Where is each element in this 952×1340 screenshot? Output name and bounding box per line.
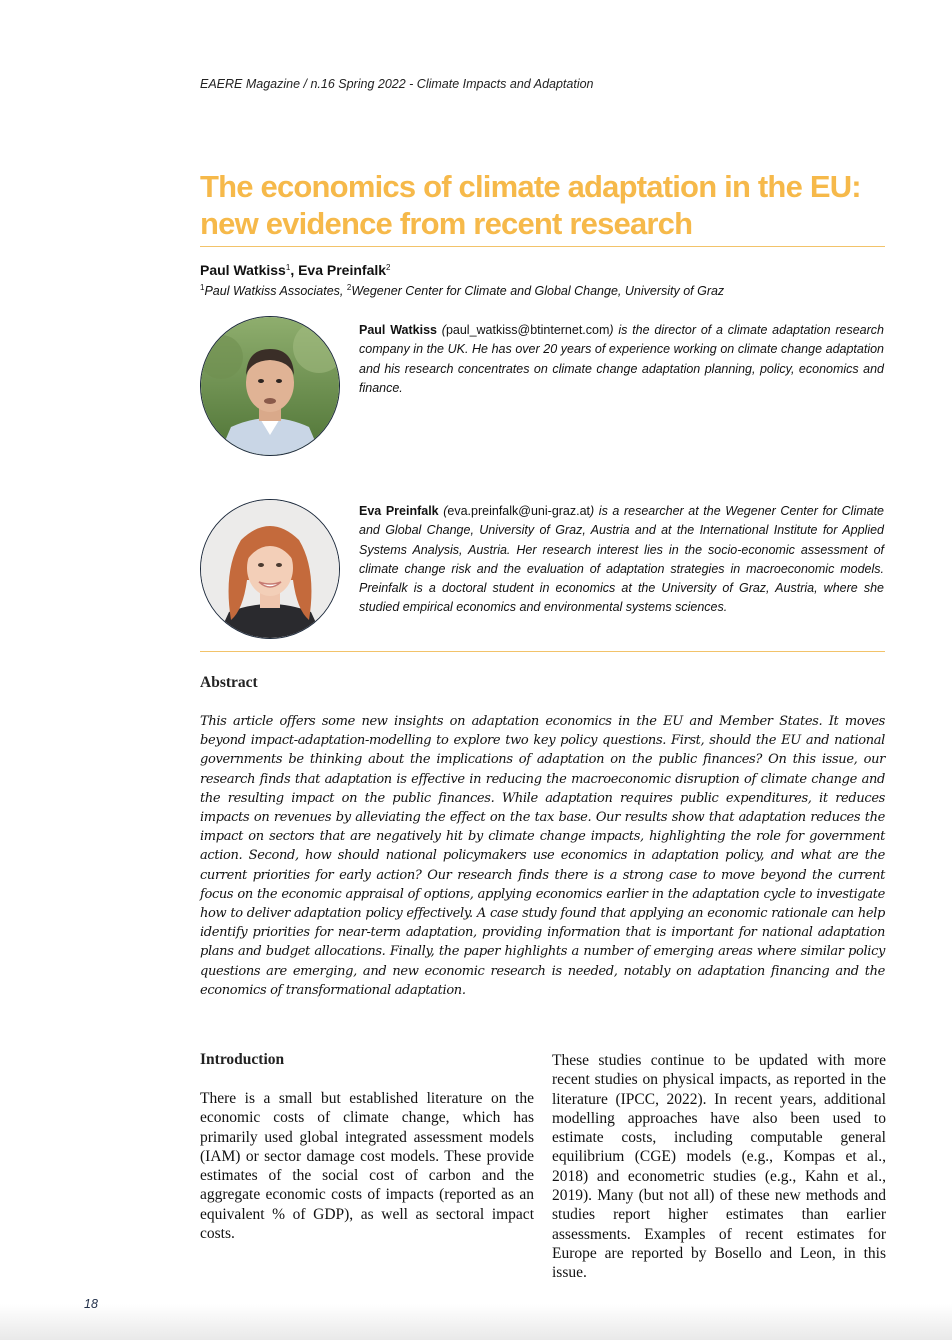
author-name: Paul Watkiss xyxy=(200,262,286,278)
article-title: The economics of climate adaptation in the EU: new evidence from recent research xyxy=(200,169,861,241)
bio-name: Paul Watkiss xyxy=(359,323,437,337)
author-line: Paul Watkiss$^1$, Eva Preinfalk$^2$ xyxy=(200,262,391,278)
bio-divider xyxy=(200,651,885,652)
page-bottom-shade xyxy=(0,1304,952,1340)
author-photo-preinfalk xyxy=(200,499,340,639)
title-divider xyxy=(200,246,885,247)
introduction-column-1: There is a small but established literature on the economic costs of climate change, which has primarily used global integrated assessment models (IAM) or sector damage cost models. These provide estimates of the social cost of carbon and the aggregate economic costs of impacts (reported as an equivalent % of GDP), as well as sectoral impact costs. xyxy=(200,1090,534,1243)
bio-text: is a researcher at the Wegener Center for Climate and Global Change, University of Graz, Austria and at the International Institute for Applied Systems Analysis, Austria. Her research interest lies in the socio-economic assessment of climate change risk and the evaluation of adaptation strategies in macroeconomic models. Preinfalk is a doctoral student in economics at the University of Graz, Austria, where she studied empirical economics and environmental systems sciences. xyxy=(359,504,885,615)
author-mark: 1 xyxy=(285,263,291,272)
abstract-heading: Abstract xyxy=(200,674,258,691)
bio-text: is the director of a climate adaptation research company in the UK. He has over 20 years of experience working on climate change adaptation and his research concentrates on climate change adaptation planning, policy, economics and finance. xyxy=(359,323,884,395)
author-mark: 2 xyxy=(386,263,391,272)
author-name: Eva Preinfalk xyxy=(298,262,387,278)
affiliation-name: Paul Watkiss Associates xyxy=(204,284,340,298)
affiliation-mark: 2 xyxy=(346,283,352,292)
bio-email[interactable]: paul_watkiss@btinternet.com xyxy=(445,323,610,337)
bio-name: Eva Preinfalk xyxy=(359,504,439,518)
page-number: 18 xyxy=(84,1297,98,1311)
affiliation-line: $^1$Paul Watkiss Associates, $^2$Wegener Center for Climate and Global Change, University of Graz xyxy=(200,283,725,298)
bio-email[interactable]: eva.preinfalk@uni-graz.at xyxy=(447,504,591,518)
author-bio-preinfalk: Eva Preinfalk (eva.preinfalk@uni-graz.at) is a researcher at the Wegener Center for Climate and Global Change, University of Graz, Austria and at the International Institute for Applied Systems Analysis, Austria. Her research interest lies in the socio-economic assessment of climate change risk and the evaluation of adaptation strategies in macroeconomic models. Preinfalk is a doctoral student in economics at the University of Graz, Austria, where she studied empirical economics and environmental systems sciences. xyxy=(359,504,885,615)
introduction-column-2: These studies continue to be updated with more recent studies on physical impacts, as reported in the literature (IPCC, 2022). In recent years, additional modelling approaches have also been used to estimate costs, including computable general equilibrium (CGE) models (e.g., Kompas et al., 2018) and econometric studies (e.g., Kahn et al., 2019). Many (but not all) of these new methods and studies report higher estimates than earlier assessments. Examples of recent estimates for Europe are reported by Bosello and Leon, in this issue. xyxy=(552,1052,886,1282)
abstract-text: This article offers some new insights on adaptation economics in the EU and Member States. It moves beyond impact-adaptation-modelling to explore two key policy questions. First, should the EU and national governments be thinking about the implications of adaptation on the public finances? On this issue, our research finds that adaptation is effective in reducing the macroeconomic disruption of climate change and the resulting impact on the public finances. While adaptation requires public expenditures, it reduces impacts on revenues by alleviating the effect on the tax base. Our results show that adaptation reduces the impact on sectors that are negatively hit by climate change impacts, highlighting the role for government action. Second, how should national policymakers use economics in adaptation policy, and what are the current priorities for early action? Our research finds there is a strong case to move beyond the current focus on the economic appraisal of options, applying economics earlier in the adaptation cycle to investigate how to deliver adaptation policy effectively. A case study found that applying an economic rationale can help identify priorities for near-term adaptation, providing information that is important for national adaptation plans and budget allocations. Finally, the paper highlights a number of emerging areas where similar policy questions are emerging, and new economic research is needed, notably on adaptation financing and the economics of transformational adaptation. xyxy=(200,714,885,998)
introduction-heading: Introduction xyxy=(200,1051,285,1068)
author-photo-watkiss xyxy=(200,316,340,456)
running-header: EAERE Magazine / n.16 Spring 2022 - Climate Impacts and Adaptation xyxy=(200,77,594,91)
affiliation-name: Wegener Center for Climate and Global Change, University of Graz xyxy=(351,284,725,298)
author-bio-watkiss: Paul Watkiss (paul_watkiss@btinternet.com) is the director of a climate adaptation research company in the UK. He has over 20 years of experience working on climate change adaptation and his research concentrates on climate change adaptation planning, policy, economics and finance. xyxy=(359,323,884,395)
affiliation-mark: 1 xyxy=(200,283,205,292)
